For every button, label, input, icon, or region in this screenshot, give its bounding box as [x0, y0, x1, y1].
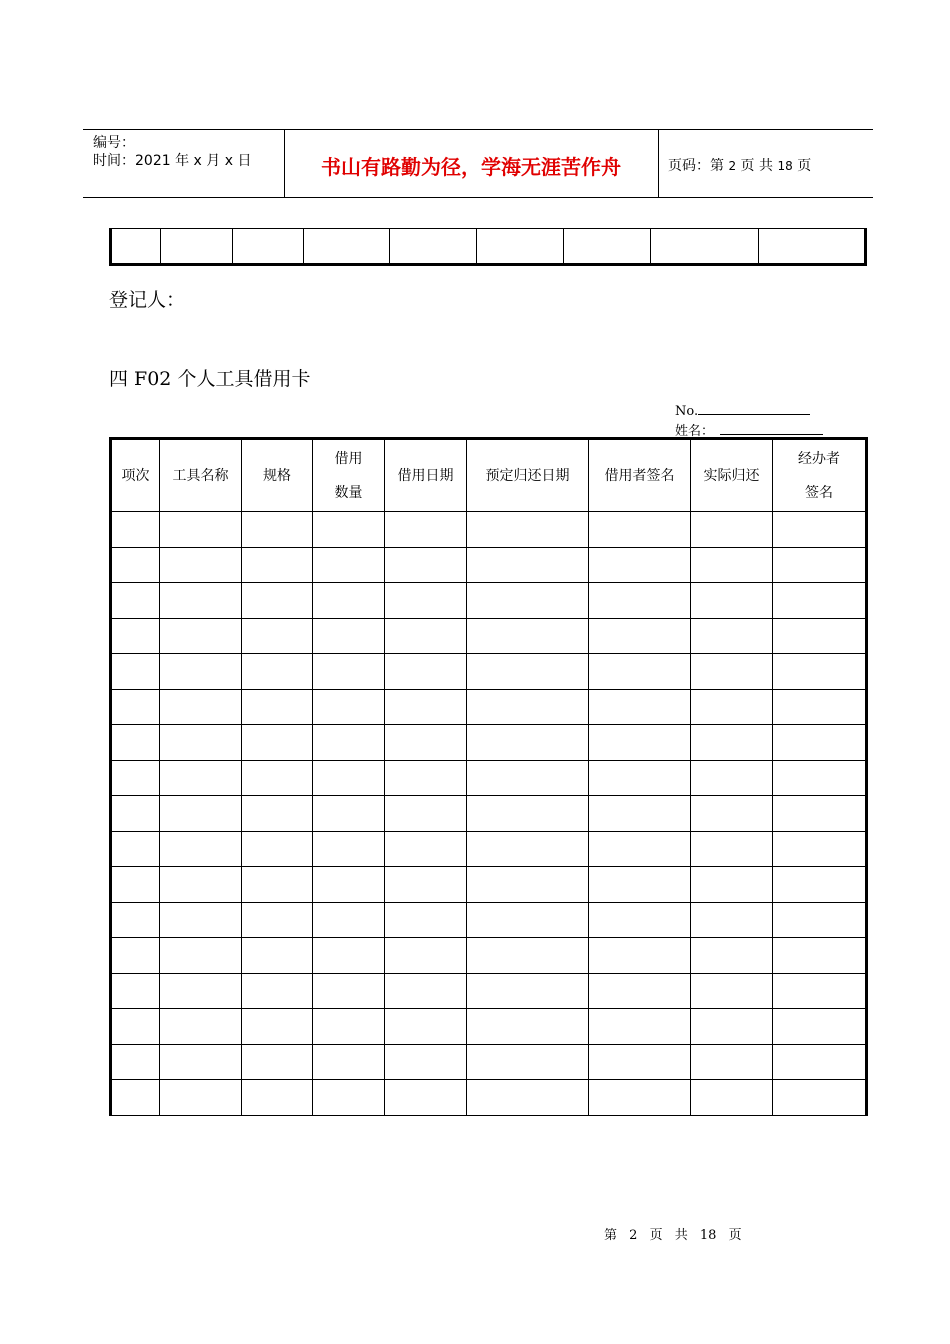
- table-cell[interactable]: [242, 796, 313, 832]
- footer-text: 页: [649, 1228, 663, 1243]
- table-cell[interactable]: [313, 618, 385, 654]
- header-page-cell: [658, 130, 873, 197]
- table-cell[interactable]: [242, 654, 313, 690]
- column-header: [773, 439, 867, 512]
- table-cell[interactable]: [385, 938, 467, 974]
- table-cell[interactable]: [242, 547, 313, 583]
- column-header-line: 经办者: [798, 450, 840, 467]
- table-cell[interactable]: [467, 902, 589, 938]
- table-cell[interactable]: [242, 512, 313, 548]
- table-cell[interactable]: [313, 1080, 385, 1116]
- table-cell[interactable]: [773, 1044, 867, 1080]
- table-cell[interactable]: [589, 760, 691, 796]
- table-cell[interactable]: [313, 796, 385, 832]
- table-cell[interactable]: [589, 1009, 691, 1045]
- table-cell[interactable]: [467, 796, 589, 832]
- table-cell[interactable]: [691, 1044, 773, 1080]
- table-cell[interactable]: [111, 689, 160, 725]
- table-cell[interactable]: [589, 547, 691, 583]
- column-header-line: 工具名称: [172, 467, 229, 484]
- table-cell[interactable]: [691, 831, 773, 867]
- table-cell[interactable]: [467, 512, 589, 548]
- footer-text: 共: [674, 1228, 688, 1243]
- column-divider: [389, 229, 390, 263]
- table-cell[interactable]: [773, 902, 867, 938]
- column-header-line: 借用日期: [397, 467, 454, 484]
- table-cell[interactable]: [385, 831, 467, 867]
- table-cell[interactable]: [589, 796, 691, 832]
- table-cell[interactable]: [589, 1044, 691, 1080]
- table-cell[interactable]: [242, 902, 313, 938]
- table-cell[interactable]: [111, 618, 160, 654]
- table-cell[interactable]: [160, 583, 242, 619]
- table-cell[interactable]: [313, 654, 385, 690]
- footer-text: 页: [728, 1228, 742, 1243]
- column-header-line: 预定归还日期: [485, 467, 570, 484]
- table-cell[interactable]: [773, 1080, 867, 1116]
- table-cell[interactable]: [111, 547, 160, 583]
- table-cell[interactable]: [589, 725, 691, 761]
- table-cell[interactable]: [467, 654, 589, 690]
- table-cell[interactable]: [242, 1009, 313, 1045]
- table-cell[interactable]: [242, 831, 313, 867]
- table-cell[interactable]: [160, 1009, 242, 1045]
- table-cell[interactable]: [385, 512, 467, 548]
- table-row: [111, 831, 867, 867]
- column-header-line: 规格: [263, 467, 291, 484]
- table-cell[interactable]: [160, 973, 242, 1009]
- column-divider: [758, 229, 759, 263]
- table-cell[interactable]: [385, 796, 467, 832]
- table-cell[interactable]: [773, 831, 867, 867]
- table-row: [111, 583, 867, 619]
- motto-text: 书山有路勤为径，学海无涯苦作舟: [321, 155, 621, 179]
- table-cell[interactable]: [313, 725, 385, 761]
- table-cell[interactable]: [111, 973, 160, 1009]
- table-cell[interactable]: [313, 902, 385, 938]
- table-cell[interactable]: [467, 1009, 589, 1045]
- header-motto-cell: [284, 130, 659, 197]
- table-cell[interactable]: [111, 867, 160, 903]
- table-cell[interactable]: [242, 867, 313, 903]
- table-row: [111, 938, 867, 974]
- table-cell[interactable]: [111, 831, 160, 867]
- table-cell[interactable]: [385, 1080, 467, 1116]
- table-cell[interactable]: [773, 760, 867, 796]
- table-cell[interactable]: [773, 796, 867, 832]
- column-divider: [232, 229, 233, 263]
- table-cell[interactable]: [691, 973, 773, 1009]
- table-cell[interactable]: [589, 902, 691, 938]
- table-cell[interactable]: [467, 867, 589, 903]
- document-time-label: 时间：2021 年 x 月 x 日: [93, 153, 252, 169]
- table-cell[interactable]: [467, 831, 589, 867]
- column-header: [467, 439, 589, 512]
- table-cell[interactable]: [467, 618, 589, 654]
- column-divider: [160, 229, 161, 263]
- table-cell[interactable]: [313, 1044, 385, 1080]
- table-cell[interactable]: [111, 725, 160, 761]
- table-row: [111, 902, 867, 938]
- page-total: 18: [777, 159, 793, 173]
- table-cell[interactable]: [773, 654, 867, 690]
- column-divider: [650, 229, 651, 263]
- footer-total-pages: 18: [699, 1228, 717, 1243]
- table-cell[interactable]: [691, 618, 773, 654]
- table-cell[interactable]: [313, 583, 385, 619]
- table-cell[interactable]: [111, 654, 160, 690]
- table-cell[interactable]: [160, 831, 242, 867]
- table-cell[interactable]: [589, 689, 691, 725]
- table-cell[interactable]: [160, 902, 242, 938]
- table-row: [111, 1044, 867, 1080]
- table-cell[interactable]: [385, 547, 467, 583]
- column-header: [242, 439, 313, 512]
- table-cell[interactable]: [385, 654, 467, 690]
- section-title: 四 F02 个人工具借用卡: [109, 368, 311, 390]
- previous-table-last-row: [109, 228, 867, 266]
- table-cell[interactable]: [467, 689, 589, 725]
- table-cell[interactable]: [589, 867, 691, 903]
- column-header-line: 项次: [121, 467, 150, 484]
- table-cell[interactable]: [773, 547, 867, 583]
- footer-text: 第: [604, 1228, 618, 1243]
- footer-current-page: 2: [629, 1228, 638, 1243]
- table-cell[interactable]: [467, 973, 589, 1009]
- column-header-line: 数量: [334, 484, 363, 501]
- table-cell[interactable]: [467, 547, 589, 583]
- form-number-label: No.: [675, 404, 699, 419]
- table-cell[interactable]: [589, 583, 691, 619]
- column-header: [111, 439, 160, 512]
- document-number-label: 编号：: [93, 135, 135, 151]
- table-cell[interactable]: [242, 938, 313, 974]
- form-number-blank[interactable]: [698, 402, 810, 415]
- header-meta-cell: [83, 130, 285, 197]
- table-cell[interactable]: [773, 512, 867, 548]
- table-row: [111, 760, 867, 796]
- page-current: 2: [728, 159, 737, 173]
- table-cell[interactable]: [111, 902, 160, 938]
- table-cell[interactable]: [313, 1009, 385, 1045]
- table-cell[interactable]: [467, 583, 589, 619]
- table-cell[interactable]: [773, 867, 867, 903]
- page-footer: [604, 1224, 750, 1243]
- page-header: [83, 129, 873, 198]
- table-row: [111, 1080, 867, 1116]
- table-header-row: [111, 439, 867, 512]
- form-number-field: [675, 402, 810, 419]
- table-cell[interactable]: [691, 725, 773, 761]
- table-cell[interactable]: [160, 796, 242, 832]
- table-cell[interactable]: [385, 725, 467, 761]
- table-cell[interactable]: [385, 760, 467, 796]
- column-header-line: 实际归还: [703, 467, 760, 484]
- table-cell[interactable]: [773, 583, 867, 619]
- table-cell[interactable]: [242, 583, 313, 619]
- table-row: [111, 973, 867, 1009]
- table-cell[interactable]: [313, 831, 385, 867]
- table-cell[interactable]: [691, 512, 773, 548]
- table-cell[interactable]: [691, 689, 773, 725]
- table-cell[interactable]: [111, 512, 160, 548]
- column-header: [589, 439, 691, 512]
- table-cell[interactable]: [691, 796, 773, 832]
- table-cell[interactable]: [313, 760, 385, 796]
- page-suffix: 页: [797, 158, 812, 174]
- registrar-label: 登记人：: [109, 289, 186, 311]
- table-cell[interactable]: [589, 973, 691, 1009]
- table-row: [111, 547, 867, 583]
- table-cell[interactable]: [467, 1080, 589, 1116]
- column-header: [313, 439, 385, 512]
- table-cell[interactable]: [589, 512, 691, 548]
- table-cell[interactable]: [313, 973, 385, 1009]
- table-body: [111, 512, 867, 1116]
- table-cell[interactable]: [313, 512, 385, 548]
- table-cell[interactable]: [160, 618, 242, 654]
- table-cell[interactable]: [313, 689, 385, 725]
- table-cell[interactable]: [589, 618, 691, 654]
- table-cell[interactable]: [773, 618, 867, 654]
- table-cell[interactable]: [242, 725, 313, 761]
- column-header-line: 借用: [334, 450, 363, 467]
- table-cell[interactable]: [385, 867, 467, 903]
- table-cell[interactable]: [589, 831, 691, 867]
- table-cell[interactable]: [691, 1080, 773, 1116]
- table-row: [111, 796, 867, 832]
- table-row: [111, 618, 867, 654]
- column-header: [385, 439, 467, 512]
- table-cell[interactable]: [160, 938, 242, 974]
- table-cell[interactable]: [242, 618, 313, 654]
- header-page-number: [668, 155, 811, 175]
- column-header-line: 签名: [805, 484, 833, 501]
- table-cell[interactable]: [773, 938, 867, 974]
- table-cell[interactable]: [467, 1044, 589, 1080]
- table-row: [111, 512, 867, 548]
- table-row: [111, 654, 867, 690]
- table-cell[interactable]: [589, 938, 691, 974]
- borrower-name-blank[interactable]: [720, 422, 823, 435]
- table-cell[interactable]: [313, 938, 385, 974]
- table-cell[interactable]: [691, 938, 773, 974]
- table-cell[interactable]: [385, 902, 467, 938]
- table-cell[interactable]: [160, 547, 242, 583]
- page-mid: 页 共: [740, 158, 773, 174]
- table-cell[interactable]: [589, 1080, 691, 1116]
- table-cell[interactable]: [385, 583, 467, 619]
- table-cell[interactable]: [313, 867, 385, 903]
- column-header-line: 借用者签名: [604, 467, 675, 484]
- table-cell[interactable]: [160, 1044, 242, 1080]
- column-header: [691, 439, 773, 512]
- table-cell[interactable]: [111, 760, 160, 796]
- table-cell[interactable]: [691, 902, 773, 938]
- table-cell[interactable]: [111, 796, 160, 832]
- table-cell[interactable]: [467, 938, 589, 974]
- table-cell[interactable]: [385, 689, 467, 725]
- tool-borrow-table: [109, 437, 868, 1116]
- table-cell[interactable]: [111, 1080, 160, 1116]
- table-cell[interactable]: [160, 654, 242, 690]
- table-cell[interactable]: [691, 547, 773, 583]
- table-cell[interactable]: [160, 1080, 242, 1116]
- table-cell[interactable]: [691, 760, 773, 796]
- column-header: [160, 439, 242, 512]
- table-cell[interactable]: [111, 1009, 160, 1045]
- table-cell[interactable]: [313, 547, 385, 583]
- table-cell[interactable]: [160, 689, 242, 725]
- table-cell[interactable]: [111, 1044, 160, 1080]
- table-cell[interactable]: [160, 867, 242, 903]
- table-cell[interactable]: [242, 1044, 313, 1080]
- table-cell[interactable]: [385, 1044, 467, 1080]
- table-cell[interactable]: [111, 938, 160, 974]
- table-row: [111, 867, 867, 903]
- borrower-name-label: 姓名：: [675, 424, 715, 439]
- table-cell[interactable]: [773, 689, 867, 725]
- column-divider: [303, 229, 304, 263]
- table-cell[interactable]: [242, 973, 313, 1009]
- table-cell[interactable]: [385, 973, 467, 1009]
- table-cell[interactable]: [385, 1009, 467, 1045]
- column-divider: [476, 229, 477, 263]
- table-row: [111, 1009, 867, 1045]
- table-row: [111, 725, 867, 761]
- column-divider: [563, 229, 564, 263]
- table-cell[interactable]: [160, 760, 242, 796]
- table-cell[interactable]: [385, 618, 467, 654]
- table-cell[interactable]: [773, 973, 867, 1009]
- table-cell[interactable]: [691, 1009, 773, 1045]
- table-cell[interactable]: [160, 512, 242, 548]
- table-cell[interactable]: [691, 583, 773, 619]
- table-cell[interactable]: [242, 689, 313, 725]
- table-cell[interactable]: [691, 867, 773, 903]
- table-cell[interactable]: [467, 725, 589, 761]
- table-cell[interactable]: [773, 1009, 867, 1045]
- table-cell[interactable]: [111, 583, 160, 619]
- table-cell[interactable]: [773, 725, 867, 761]
- table-cell[interactable]: [589, 654, 691, 690]
- table-row: [111, 689, 867, 725]
- table-cell[interactable]: [691, 654, 773, 690]
- table-cell[interactable]: [160, 725, 242, 761]
- table-cell[interactable]: [242, 1080, 313, 1116]
- table-cell[interactable]: [467, 760, 589, 796]
- table-cell[interactable]: [242, 760, 313, 796]
- page-prefix: 页码：第: [668, 158, 724, 174]
